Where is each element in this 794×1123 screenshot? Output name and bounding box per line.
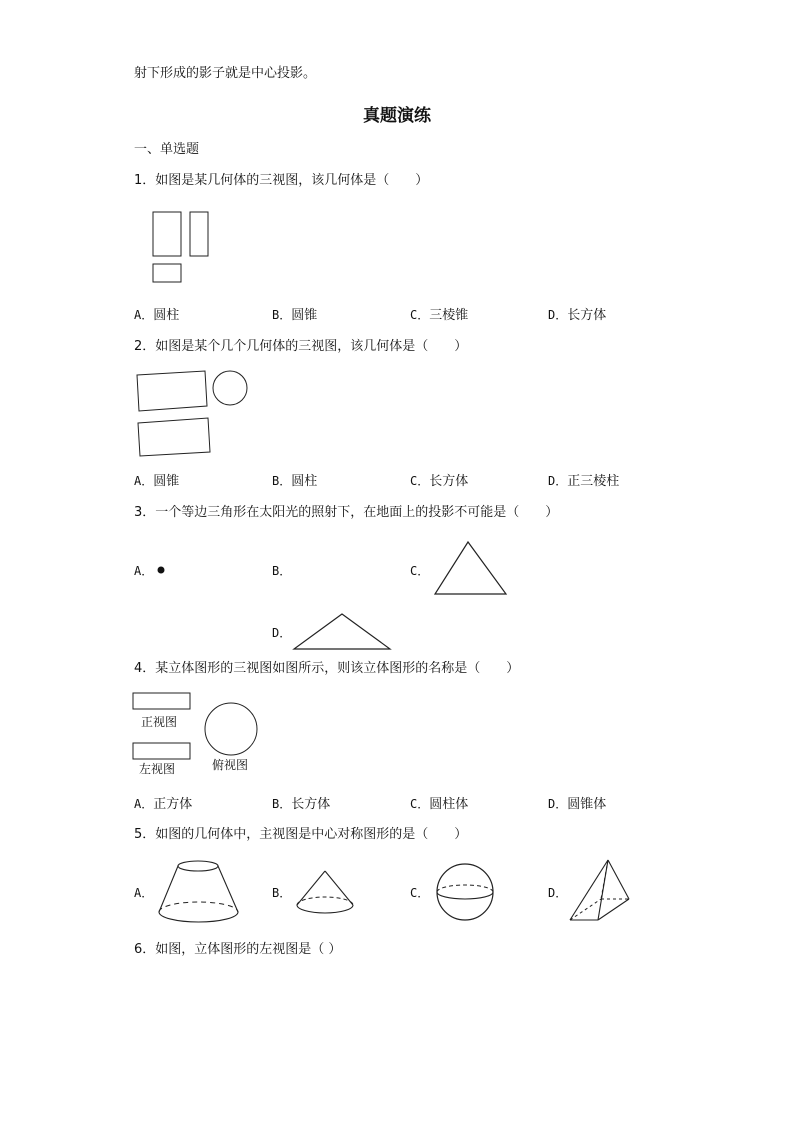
q2-top-view-rect: [138, 418, 210, 456]
pyramid-hidden-edge: [570, 899, 601, 920]
q5-option-b-cone-figure: [293, 868, 363, 920]
question-number: 4．: [134, 661, 156, 676]
dot-shape: [158, 567, 165, 574]
q4-option-d[interactable]: [548, 796, 606, 813]
option-text: 长方体: [291, 797, 331, 812]
pyramid-edge: [608, 860, 629, 899]
option-key: C．: [410, 308, 430, 322]
option-key: A．: [134, 886, 154, 900]
q4-option-b[interactable]: [272, 796, 330, 813]
frustum-base-back-arc: [159, 902, 238, 912]
question-4: [134, 661, 519, 677]
option-key: D．: [548, 474, 568, 488]
q2-option-d[interactable]: [548, 473, 619, 490]
question-stem: 如图是某个几个几何体的三视图，该几何体是（ ）: [155, 339, 468, 354]
option-key: C．: [410, 797, 430, 811]
option-key: B．: [272, 308, 292, 322]
obtuse-triangle-shape: [294, 614, 390, 649]
option-text: 圆锥体: [567, 797, 607, 812]
question-6: [134, 942, 341, 958]
question-number: 2．: [134, 339, 156, 354]
q3-option-b[interactable]: [272, 563, 291, 580]
q3-option-d-flat-triangle-figure: [292, 611, 392, 651]
q4-front-view-figure: [132, 692, 192, 712]
q3-option-a[interactable]: [134, 563, 153, 580]
q5-option-d-pyramid-figure: [566, 857, 636, 927]
option-text: 圆柱体: [429, 797, 469, 812]
question-stem: 一个等边三角形在太阳光的照射下，在地面上的投影不可能是（ ）: [155, 505, 559, 520]
q5-option-b[interactable]: [272, 885, 291, 902]
q2-option-b[interactable]: [272, 473, 317, 490]
q5-option-a-frustum-figure: [154, 856, 244, 928]
option-text: 圆柱: [153, 308, 180, 323]
q4-left-view-figure: [132, 742, 192, 762]
q4-top-view-label: 俯视图: [212, 758, 249, 772]
q1-option-a[interactable]: [134, 307, 179, 324]
option-key: C．: [410, 474, 430, 488]
frustum-right-edge: [218, 866, 238, 912]
front-view-rect: [133, 693, 190, 709]
left-view-rect: [133, 743, 190, 759]
question-stem: 某立体图形的三视图如图所示，则该立体图形的名称是（ ）: [155, 661, 520, 676]
option-text: 长方体: [429, 474, 469, 489]
sphere-outline: [437, 864, 493, 920]
q4-left-view-label: 左视图: [139, 762, 176, 776]
q3-option-c[interactable]: [410, 563, 429, 580]
q5-option-c-sphere-figure: [434, 861, 498, 925]
option-key: C．: [410, 564, 430, 578]
option-key: B．: [272, 564, 292, 578]
q1-three-views-figure: [150, 208, 230, 288]
question-stem: 如图的几何体中，主视图是中心对称图形的是（ ）: [155, 827, 468, 842]
cone-base-back-arc: [297, 897, 353, 905]
q2-side-view-circle: [213, 371, 247, 405]
q4-option-c[interactable]: [410, 796, 468, 813]
q1-option-c[interactable]: [410, 307, 468, 324]
q1-top-view-rect: [153, 264, 181, 282]
option-key: A．: [134, 308, 154, 322]
cone-base-front-arc: [297, 905, 353, 913]
top-view-circle: [205, 703, 257, 755]
q3-option-c-triangle-figure: [432, 538, 512, 598]
intro-line: 射下形成的影子就是中心投影。: [134, 66, 317, 81]
option-text: 正方体: [153, 797, 193, 812]
q5-option-a[interactable]: [134, 885, 153, 902]
option-key: B．: [272, 797, 292, 811]
q2-option-a[interactable]: [134, 473, 179, 490]
q1-option-b[interactable]: [272, 307, 317, 324]
option-key: A．: [134, 474, 154, 488]
option-text: 正三棱柱: [567, 474, 620, 489]
question-stem: 如图，立体图形的左视图是（ ）: [155, 942, 342, 957]
q1-side-view-rect: [190, 212, 208, 256]
part-heading: 一、单选题: [134, 142, 200, 157]
option-text: 圆锥: [153, 474, 180, 489]
q4-front-view-label: 正视图: [141, 715, 178, 729]
q2-front-view-rect: [137, 371, 207, 411]
option-key: B．: [272, 886, 292, 900]
question-stem: 如图是某几何体的三视图，该几何体是（ ）: [155, 173, 429, 188]
option-key: B．: [272, 474, 292, 488]
q1-option-d[interactable]: [548, 307, 606, 324]
sphere-equator-back-arc: [437, 885, 493, 892]
question-number: 5．: [134, 827, 156, 842]
question-3: [134, 505, 558, 521]
frustum-top-ellipse: [178, 861, 218, 871]
q3-option-d[interactable]: [272, 625, 291, 642]
question-1: [134, 173, 428, 189]
option-key: A．: [134, 797, 154, 811]
cone-right-edge: [325, 871, 353, 905]
option-text: 三棱锥: [429, 308, 469, 323]
option-key: C．: [410, 886, 430, 900]
option-text: 圆柱: [291, 474, 318, 489]
option-key: A．: [134, 564, 154, 578]
q2-option-c[interactable]: [410, 473, 468, 490]
section-title: 真题演练: [363, 106, 431, 126]
option-key: D．: [548, 308, 568, 322]
question-number: 1．: [134, 173, 156, 188]
option-key: D．: [548, 797, 568, 811]
q1-front-view-rect: [153, 212, 181, 256]
option-text: 圆锥: [291, 308, 318, 323]
question-number: 3．: [134, 505, 156, 520]
q4-option-a[interactable]: [134, 796, 192, 813]
pyramid-base-edge: [598, 899, 629, 920]
q5-option-d[interactable]: [548, 885, 567, 902]
q4-top-view-figure: [202, 701, 262, 761]
q5-option-c[interactable]: [410, 885, 429, 902]
frustum-base-front-arc: [159, 912, 238, 922]
q2-three-views-figure: [134, 366, 254, 461]
q3-option-a-dot-figure: [156, 565, 166, 575]
sphere-equator-front-arc: [437, 892, 493, 899]
cone-left-edge: [297, 871, 325, 905]
equilateral-triangle-shape: [435, 542, 506, 594]
option-text: 长方体: [567, 308, 607, 323]
option-key: D．: [548, 886, 568, 900]
question-2: [134, 339, 467, 355]
question-5: [134, 827, 467, 843]
question-number: 6．: [134, 942, 156, 957]
option-key: D．: [272, 626, 292, 640]
